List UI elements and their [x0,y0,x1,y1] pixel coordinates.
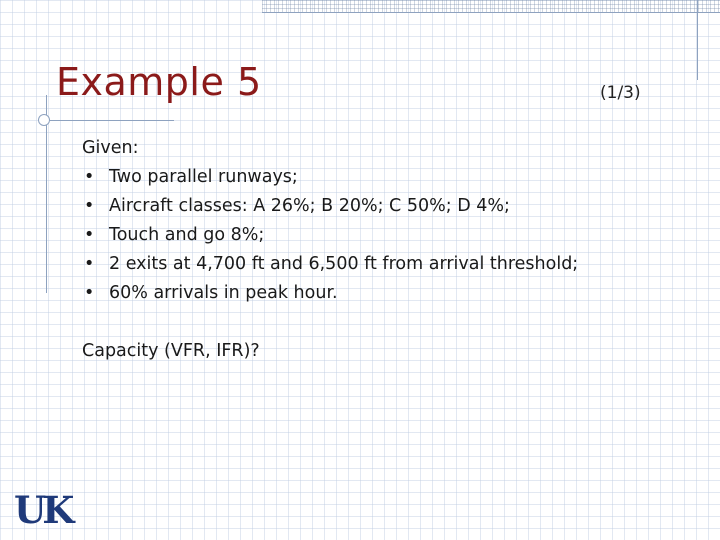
list-item: • Aircraft classes: A 26%; B 20%; C 50%; D 4%; [82,192,602,221]
slide-body [82,134,602,366]
list-item: • 60% arrivals in peak hour. [82,279,602,308]
slide-title: Example 5 [56,60,262,104]
question-text: Capacity (VFR, IFR)? [82,341,260,361]
given-label: Given: [82,138,139,158]
page-indicator: (1/3) [600,83,641,103]
list-item: • Two parallel runways; [82,163,602,192]
title-underline-rule [40,120,174,121]
list-item: • Touch and go 8%; [82,221,602,250]
header-rule [262,12,720,13]
given-list [82,163,602,308]
list-item: • 2 exits at 4,700 ft and 6,500 ft from arrival threshold; [82,250,602,279]
rule-circle-ornament [38,114,50,126]
uk-logo: UK [14,488,71,532]
right-vertical-rule [697,0,698,80]
header-pattern-band [262,0,720,12]
